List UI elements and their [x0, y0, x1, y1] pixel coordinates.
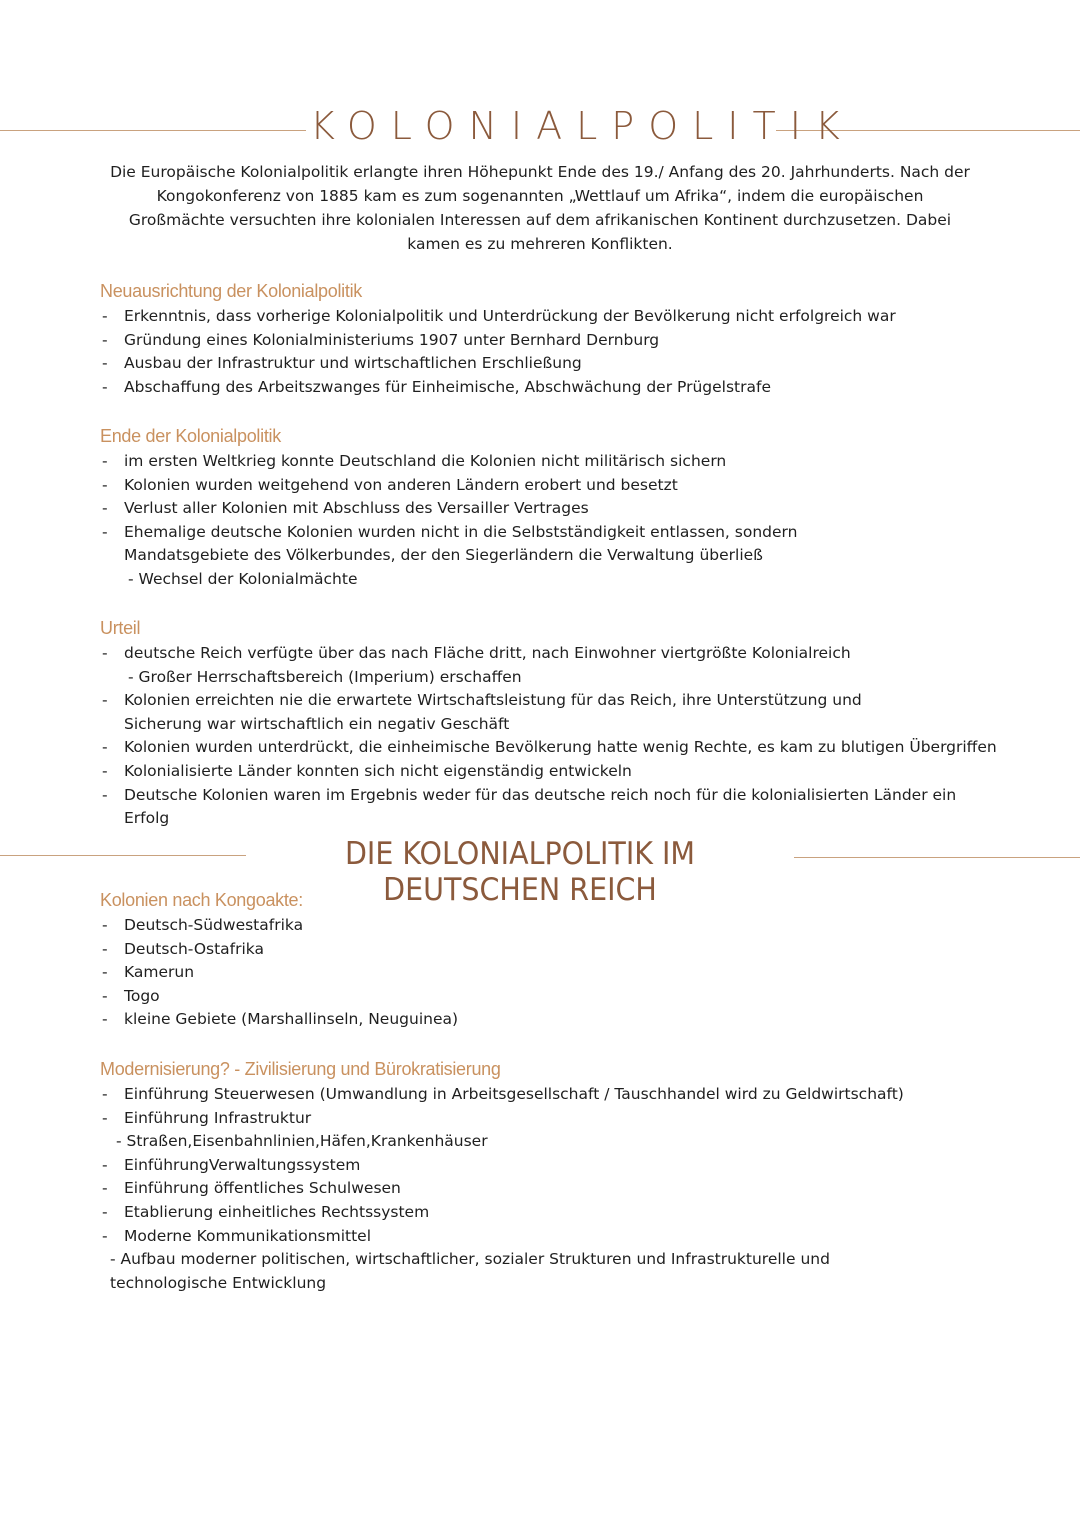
- list-item: - Kamerun: [100, 961, 1000, 985]
- list-item: - Kolonialisierte Länder konnten sich nicht eigenständig entwickeln: [100, 760, 1000, 784]
- bullet-list: [100, 450, 1000, 592]
- list-subitem: - Straßen,Eisenbahnlinien,Häfen,Krankenhäuser: [116, 1132, 488, 1151]
- section-heading: Kolonien nach Kongoakte:: [100, 890, 303, 910]
- list-item: [100, 1225, 1000, 1296]
- list-item: - Kolonien erreichten nie die erwartete Wirtschaftsleistung für das Reich, ihre Unterstützung und Sicherung war wirtschaftlich ein negativ Geschäft: [100, 689, 1000, 736]
- list-item: - Deutsche Kolonien waren im Ergebnis weder für das deutsche reich noch für die kolonialisierten Länder ein Erfolg: [100, 784, 1000, 831]
- list-item-text: - Einführung Infrastruktur: [124, 1108, 312, 1127]
- list-subitem: - Wechsel der Kolonialmächte: [128, 569, 358, 588]
- section-heading: Urteil: [100, 618, 141, 638]
- list-item: - Erkenntnis, dass vorherige Kolonialpolitik und Unterdrückung der Bevölkerung nicht erfolgreich war: [100, 305, 1000, 329]
- list-item: [100, 521, 1000, 592]
- list-item: - Deutsch-Ostafrika: [100, 938, 1000, 962]
- list-item: - EinführungVerwaltungssystem: [100, 1154, 1000, 1178]
- bullet-list: [100, 642, 1000, 831]
- list-item: - Gründung eines Kolonialministeriums 1907 unter Bernhard Dernburg: [100, 329, 1000, 353]
- bullet-list: [100, 914, 1000, 1032]
- list-item: [100, 1107, 1000, 1154]
- list-item: - Etablierung einheitliches Rechtssystem: [100, 1201, 1000, 1225]
- bullet-list: [100, 305, 1000, 399]
- title-rule-left: [0, 130, 306, 131]
- section-modernisierung: [100, 1055, 1000, 1295]
- list-item: - Einführung öffentliches Schulwesen: [100, 1177, 1000, 1201]
- intro-paragraph: Die Europäische Kolonialpolitik erlangte ihren Höhepunkt Ende des 19./ Anfang des 20. Jahrhunderts. Nach der Kongokonferenz von 1885 kam es zum sogenannten „Wettlauf um Afrika“, indem die europäischen Großmächte versuchten ihre kolonialen Interessen auf dem afrikanischen Kontinent durchzusetzen. Dabei kamen es zu mehreren Konflikten.: [110, 163, 970, 253]
- section-kolonien: [100, 886, 1000, 1032]
- list-item: [100, 642, 1000, 689]
- list-item: - Verlust aller Kolonien mit Abschluss des Versailler Vertrages: [100, 497, 1000, 521]
- list-item: - Kolonien wurden unterdrückt, die einheimische Bevölkerung hatte wenig Rechte, es kam zu blutigen Übergriffen: [100, 736, 1000, 760]
- section-heading: Modernisierung? - Zivilisierung und Bürokratisierung: [100, 1059, 501, 1079]
- title2-rule-left: [0, 855, 246, 856]
- list-item: - Togo: [100, 985, 1000, 1009]
- section-ende: [100, 422, 1000, 592]
- list-item: - Ausbau der Infrastruktur und wirtschaftlichen Erschließung: [100, 352, 1000, 376]
- section-heading: Ende der Kolonialpolitik: [100, 426, 281, 446]
- page-title: KOLONIALPOLITIK: [310, 104, 854, 148]
- list-item: - im ersten Weltkrieg konnte Deutschland die Kolonien nicht militärisch sichern: [100, 450, 1000, 474]
- list-item: - Kolonien wurden weitgehend von anderen Ländern erobert und besetzt: [100, 474, 1000, 498]
- list-item: - kleine Gebiete (Marshallinseln, Neuguinea): [100, 1008, 1000, 1032]
- list-item: - Abschaffung des Arbeitszwanges für Einheimische, Abschwächung der Prügelstrafe: [100, 376, 1000, 400]
- section-urteil: [100, 614, 1000, 831]
- list-item-text: - Moderne Kommunikationsmittel: [124, 1226, 372, 1245]
- section-heading: Neuausrichtung der Kolonialpolitik: [100, 281, 362, 301]
- section-title-deutsches-reich: DIE KOLONIALPOLITIK IM DEUTSCHEN REICH: [344, 836, 696, 908]
- section-neuausrichtung: [100, 277, 1000, 399]
- title2-rule-right: [794, 857, 1080, 858]
- list-subitem: - Aufbau moderner politischen, wirtschaftlicher, sozialer Strukturen und Infrastrukturelle und technologische Entwicklung: [110, 1250, 830, 1292]
- list-item-text: - Ehemalige deutsche Kolonien wurden nicht in die Selbstständigkeit entlassen, sondern Mandatsgebiete des Völkerbundes, der den Siegerländern die Verwaltung überließ: [124, 522, 798, 565]
- bullet-list: [100, 1083, 1000, 1295]
- list-item-text: - deutsche Reich verfügte über das nach Fläche dritt, nach Einwohner viertgrößte Kolonialreich: [124, 644, 851, 662]
- list-subitem: - Großer Herrschaftsbereich (Imperium) erschaffen: [128, 667, 522, 686]
- list-item: - Deutsch-Südwestafrika: [100, 914, 1000, 938]
- list-item: - Einführung Steuerwesen (Umwandlung in Arbeitsgesellschaft / Tauschhandel wird zu Geldwirtschaft): [100, 1083, 1000, 1107]
